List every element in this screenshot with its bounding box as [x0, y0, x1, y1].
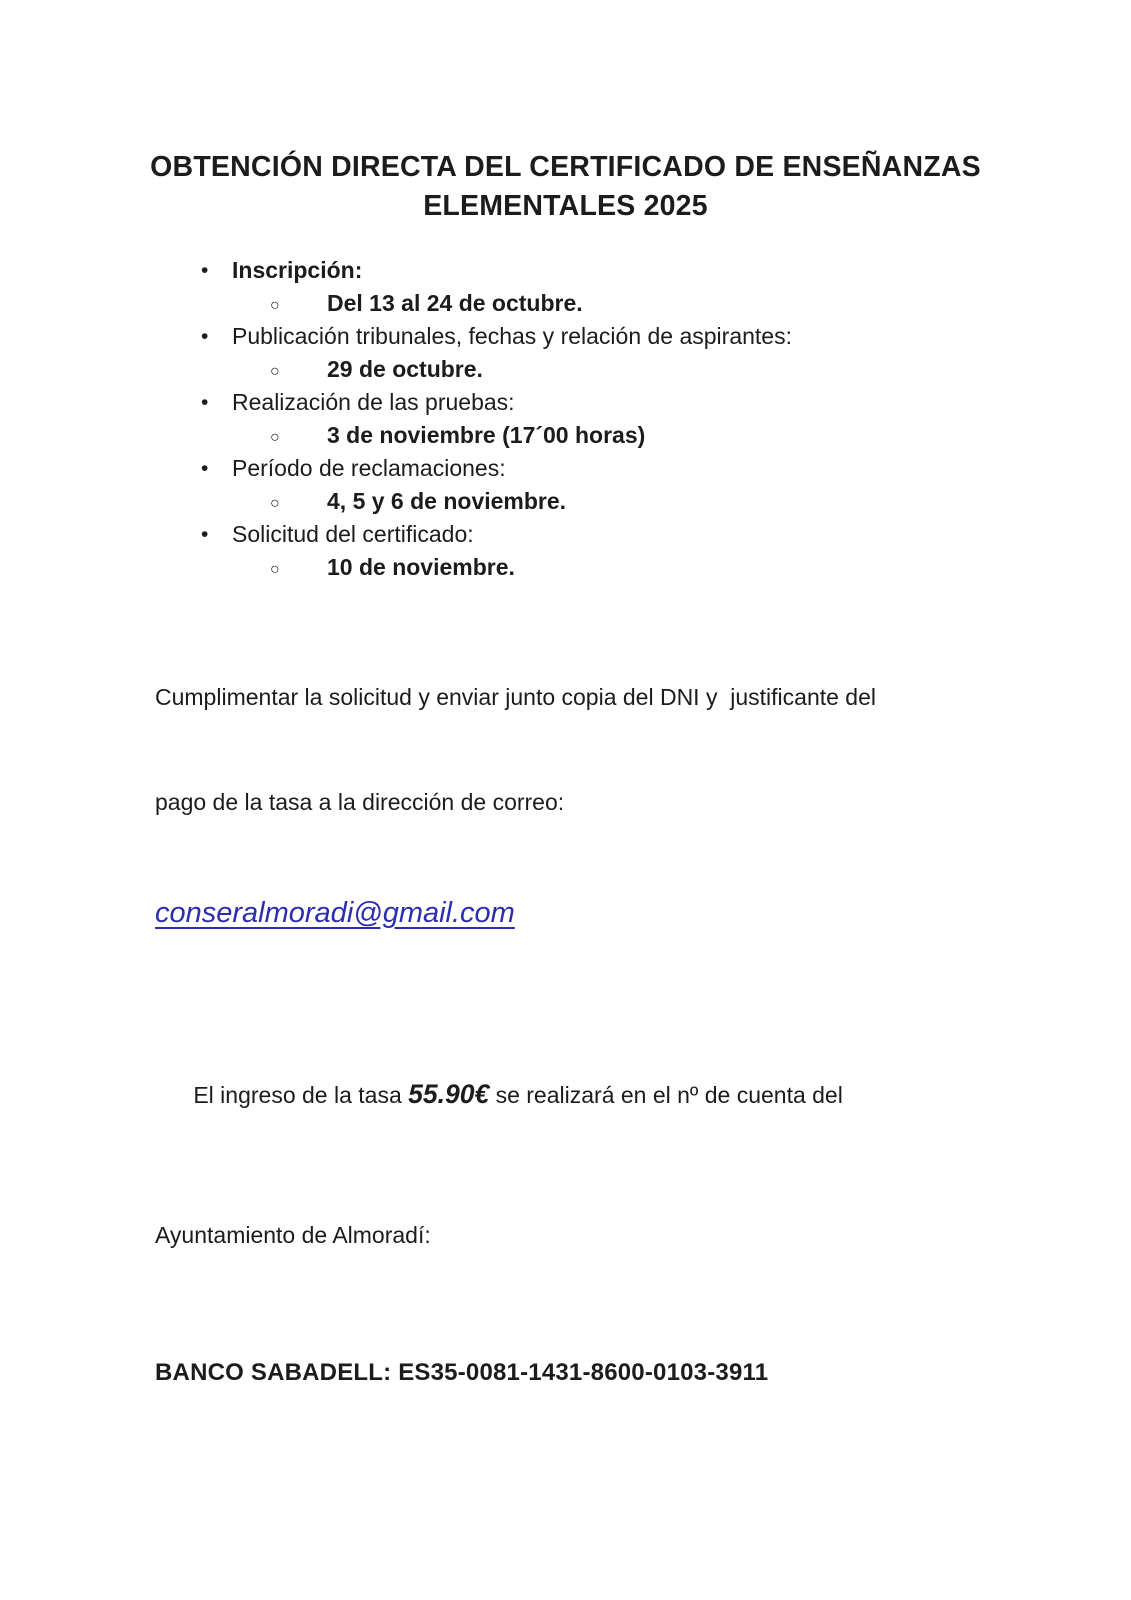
- fee-line1: [155, 1042, 1001, 1148]
- fee-text-post: se realizará en el nº de cuenta del: [489, 1082, 843, 1108]
- instructions-line2: pago de la tasa a la dirección de correo:: [155, 789, 565, 815]
- list-item-label: Inscripción:: [232, 257, 363, 283]
- fee-paragraph: [155, 972, 1001, 1323]
- bullet-icon: •: [201, 325, 209, 348]
- list-item-detail: [0, 485, 1131, 518]
- bullet-icon: •: [201, 391, 209, 414]
- bullet-icon: •: [201, 457, 209, 480]
- bullet-icon: •: [201, 523, 209, 546]
- list-item-detail-text: 4, 5 y 6 de noviembre.: [327, 488, 567, 514]
- list-item: [0, 518, 1131, 551]
- list-item-label: Publicación tribunales, fechas y relación de aspirantes:: [232, 323, 792, 349]
- bank-account-line: BANCO SABADELL: ES35-0081-1431-8600-0103-3911: [155, 1359, 769, 1386]
- schedule-list: [0, 254, 1131, 584]
- list-item: [0, 452, 1131, 485]
- fee-amount: 55.90€: [408, 1079, 490, 1109]
- page-title-line1: OBTENCIÓN DIRECTA DEL CERTIFICADO DE ENSEÑANZAS: [150, 151, 981, 183]
- list-item-label: Período de reclamaciones:: [232, 455, 506, 481]
- email-line: [155, 894, 1131, 932]
- list-item-detail: [0, 287, 1131, 320]
- list-item-detail-text: 10 de noviembre.: [327, 554, 515, 580]
- list-item: [0, 254, 1131, 287]
- list-item-label: Realización de las pruebas:: [232, 389, 515, 415]
- list-item-detail-text: 3 de noviembre (17´00 horas): [327, 422, 646, 448]
- list-item-detail-text: Del 13 al 24 de octubre.: [327, 290, 583, 316]
- fee-line2: Ayuntamiento de Almoradí:: [155, 1222, 431, 1248]
- circle-bullet-icon: ○: [270, 495, 280, 512]
- instructions-line1: Cumplimentar la solicitud y enviar junto copia del DNI y justificante del: [155, 684, 876, 710]
- list-item-label: Solicitud del certificado:: [232, 521, 474, 547]
- circle-bullet-icon: ○: [270, 363, 280, 380]
- list-item-detail-text: 29 de octubre.: [327, 356, 483, 382]
- bullet-icon: •: [201, 259, 209, 282]
- page-title-line2: ELEMENTALES 2025: [423, 190, 708, 222]
- list-item: [0, 386, 1131, 419]
- list-item-detail: [0, 419, 1131, 452]
- page-title: [90, 148, 1041, 226]
- list-item: [0, 320, 1131, 353]
- list-item-detail: [0, 353, 1131, 386]
- list-item-detail: [0, 551, 1131, 584]
- circle-bullet-icon: ○: [270, 297, 280, 314]
- circle-bullet-icon: ○: [270, 561, 280, 578]
- email-link[interactable]: conseralmoradi@gmail.com: [155, 897, 515, 929]
- fee-text-pre: El ingreso de la tasa: [193, 1082, 409, 1108]
- circle-bullet-icon: ○: [270, 429, 280, 446]
- instructions-paragraph: [155, 610, 1001, 890]
